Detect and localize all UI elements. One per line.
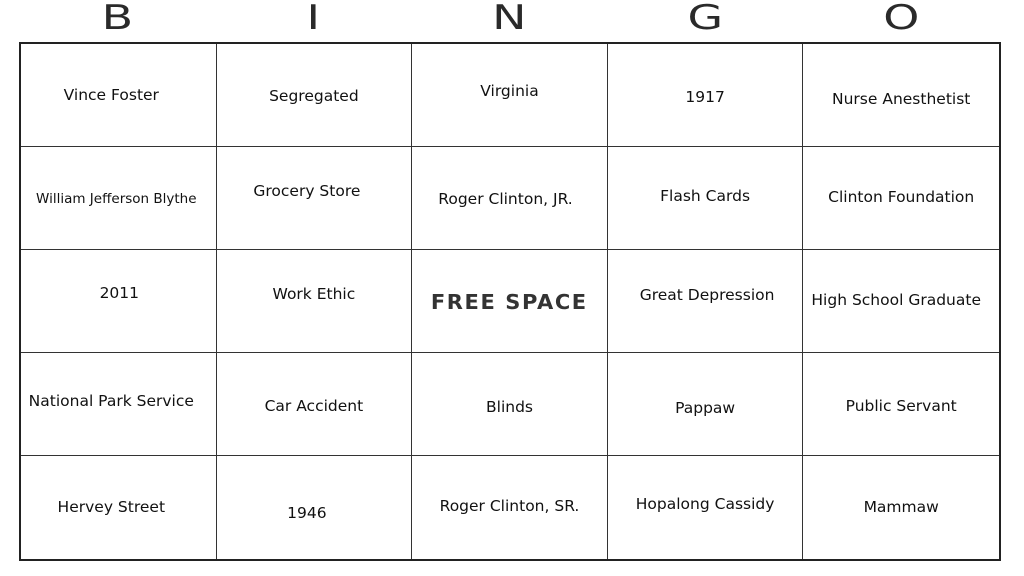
cell-label: Hopalong Cassidy [635,495,775,513]
cell-label: Public Servant [845,397,957,415]
free-space-label: FREE SPACE [431,290,588,314]
cell-label: Segregated [269,87,359,105]
bingo-cell [803,147,999,250]
bingo-cell [21,353,217,456]
bingo-cell [803,44,999,147]
bingo-cell [21,147,217,250]
bingo-cell [217,353,413,456]
bingo-cell [803,250,999,353]
bingo-cell [217,250,413,353]
bingo-board [19,42,1001,561]
bingo-cell [608,250,804,353]
bingo-cell [217,44,413,147]
cell-label: Nurse Anesthetist [832,90,971,108]
bingo-letter-i: I [306,0,322,38]
cell-label: Virginia [480,82,539,100]
cell-label: Hervey Street [57,498,166,516]
cell-label: Grocery Store [253,182,361,200]
cell-label: Roger Clinton, SR. [439,497,580,515]
bingo-cell [412,147,608,250]
cell-label: Mammaw [863,498,939,516]
bingo-cell [412,44,608,147]
cell-label: Roger Clinton, JR. [438,190,573,208]
cell-label: 1917 [685,88,725,106]
cell-label: Work Ethic [272,285,356,303]
bingo-cell [608,44,804,147]
bingo-cell [412,250,608,353]
cell-label: Car Accident [264,397,364,415]
cell-label: Flash Cards [660,187,751,205]
cell-label: Pappaw [675,399,736,417]
cell-label: National Park Service [28,392,194,410]
bingo-cell [21,250,217,353]
bingo-cell [217,147,413,250]
bingo-cell [803,353,999,456]
cell-label: Great Depression [639,286,775,304]
bingo-cell [803,456,999,559]
cell-label: 1946 [287,504,327,522]
bingo-cell [412,353,608,456]
bingo-cell [412,456,608,559]
cell-label: High School Graduate [811,291,981,309]
bingo-cell [21,44,217,147]
bingo-header [20,0,1002,40]
bingo-letter-b: B [101,0,135,38]
cell-label: Clinton Foundation [828,188,975,206]
cell-label: Vince Foster [63,86,159,104]
bingo-cell [608,456,804,559]
cell-label: Blinds [486,398,533,416]
bingo-cell [217,456,413,559]
bingo-cell [21,456,217,559]
bingo-letter-n: N [492,0,528,38]
cell-label: William Jefferson Blythe [36,191,197,207]
bingo-cell [608,147,804,250]
bingo-cell [608,353,804,456]
bingo-letter-o: O [883,0,921,38]
bingo-letter-g: G [687,0,725,38]
cell-label: 2011 [99,284,140,302]
